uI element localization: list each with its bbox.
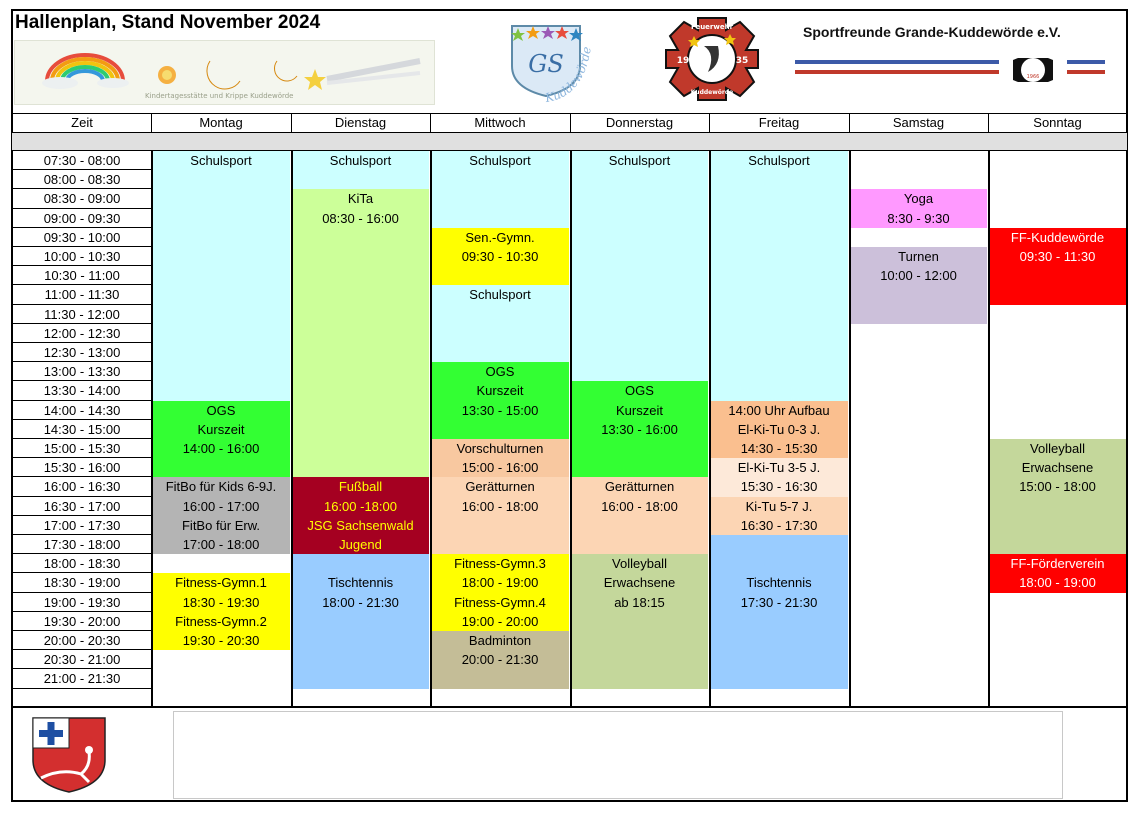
- club-badge-year: 1966: [1026, 74, 1040, 80]
- event-text: 17:30 - 21:30: [740, 594, 818, 610]
- event-text: 8:30 - 9:30: [887, 210, 950, 226]
- column-divider: [151, 150, 153, 707]
- header-divider: [988, 113, 989, 132]
- event-block-wed: [431, 228, 569, 286]
- event-text: 15:00 - 16:00: [461, 460, 539, 476]
- event-text: Volleyball: [612, 556, 667, 572]
- time-slot: 10:00 - 10:30: [13, 247, 151, 266]
- event-block-wed: [431, 439, 569, 477]
- header-divider: [709, 113, 710, 132]
- time-slot: 09:00 - 09:30: [13, 209, 151, 228]
- gs-logo-letters: GS: [528, 50, 564, 78]
- event-text: Fitness-Gymn.4: [454, 594, 546, 610]
- time-slot: 08:00 - 08:30: [13, 170, 151, 189]
- event-text: Tischtennis: [746, 575, 812, 591]
- time-slot: 11:30 - 12:00: [13, 305, 151, 324]
- time-slot: 17:30 - 18:00: [13, 535, 151, 554]
- event-text: El-Ki-Tu 3-5 J.: [737, 460, 821, 476]
- header-divider: [291, 113, 292, 132]
- event-text: Erwachsene: [1021, 460, 1094, 476]
- fire-brigade-logo: [664, 16, 760, 102]
- club-name: Sportfreunde Grande-Kuddewörde e.V.: [803, 24, 1061, 40]
- event-block-tue: [292, 189, 429, 477]
- column-divider: [988, 150, 990, 707]
- column-divider: [709, 150, 711, 707]
- spacer-row: [12, 132, 1127, 150]
- event-text: 16:00 - 18:00: [461, 498, 539, 514]
- header-divider: [849, 113, 850, 132]
- event-text: 09:30 - 11:30: [1019, 248, 1096, 264]
- notes-box: [173, 711, 1063, 799]
- event-text: 19:00 - 20:00: [461, 613, 539, 629]
- event-text: [710, 535, 848, 554]
- event-text: JSG Sachsenwald: [307, 517, 414, 533]
- event-block-mon: [152, 151, 290, 401]
- time-slot: 19:30 - 20:00: [13, 612, 151, 631]
- event-text: 09:30 - 10:30: [461, 248, 539, 264]
- event-text: 18:00 - 19:00: [461, 575, 539, 591]
- time-slot: 10:30 - 11:00: [13, 266, 151, 285]
- header-zeit: Zeit: [71, 115, 93, 130]
- event-block-fri: [710, 535, 848, 689]
- time-slot-empty: [13, 689, 151, 708]
- time-slot: 18:30 - 19:00: [13, 573, 151, 592]
- event-text: FF-Kuddewörde: [1010, 229, 1105, 245]
- event-text: Badminton: [468, 633, 532, 648]
- column-divider: [570, 150, 572, 707]
- event-text: Tischtennis: [327, 575, 394, 591]
- time-slot: 21:00 - 21:30: [13, 669, 151, 688]
- header-fri: Freitag: [758, 115, 800, 130]
- event-block-wed: [431, 362, 569, 439]
- kita-caption: Kindertagesstätte und Krippe Kuddewörde: [145, 92, 294, 100]
- event-text: 19:30 - 20:30: [182, 632, 260, 648]
- gs-school-logo: [504, 14, 602, 108]
- event-text: Schulsport: [469, 287, 531, 303]
- time-slot: 17:00 - 17:30: [13, 516, 151, 535]
- header-divider: [151, 113, 152, 132]
- event-text: Schulsport: [329, 153, 392, 168]
- time-slot: 11:00 - 11:30: [13, 285, 151, 304]
- event-text: KiTa: [347, 191, 374, 207]
- time-slot: 13:00 - 13:30: [13, 362, 151, 381]
- event-block-wed: [431, 477, 569, 554]
- event-text: 20:00 - 21:30: [461, 652, 539, 668]
- event-text: [710, 554, 848, 573]
- event-block-wed: [431, 285, 569, 362]
- event-text: Gerätturnen: [465, 479, 535, 495]
- event-block-sun: [989, 228, 1126, 305]
- club-stripes-badge: [795, 58, 1107, 82]
- page-title: Hallenplan, Stand November 2024: [15, 12, 321, 33]
- header-mon: Montag: [199, 115, 243, 130]
- column-divider: [430, 150, 432, 707]
- time-slot: 18:00 - 18:30: [13, 554, 151, 573]
- event-block-wed: [431, 554, 569, 631]
- event-text: OGS: [625, 383, 654, 399]
- event-text: 16:00 - 18:00: [601, 498, 678, 514]
- event-text: 16:00 - 17:00: [182, 498, 260, 514]
- time-slot: 14:00 - 14:30: [13, 401, 151, 420]
- header-sun: Sonntag: [1033, 115, 1082, 130]
- event-text: FitBo für Kids 6-9J.: [165, 479, 277, 495]
- event-text: Volleyball: [1030, 441, 1085, 456]
- time-slot: 09:30 - 10:00: [13, 228, 151, 247]
- time-slot: 08:30 - 09:00: [13, 189, 151, 208]
- event-block-thu: [571, 477, 708, 554]
- event-text: Fitness-Gymn.2: [175, 613, 267, 629]
- fire-logo-year-left: 19: [676, 56, 690, 66]
- event-block-thu: [571, 381, 708, 477]
- event-text: Kurszeit: [476, 383, 524, 399]
- event-text: 14:30 - 15:30: [740, 440, 818, 456]
- event-text: 14:00 - 16:00: [182, 440, 260, 456]
- event-text: 15:30 - 16:30: [740, 479, 818, 495]
- event-text: 16:30 - 17:30: [740, 517, 818, 533]
- event-block-wed: [431, 151, 569, 228]
- event-text: Jugend: [339, 536, 382, 552]
- event-text: 14:00 Uhr Aufbau: [728, 402, 830, 418]
- fire-logo-bottom-text: Kuddewörde: [690, 89, 734, 96]
- header-bottom-line: [12, 132, 1127, 133]
- event-text: 08:30 - 16:00: [322, 210, 399, 226]
- event-block-fri: [710, 151, 848, 401]
- fire-logo-top-text: Feuerwehr: [690, 23, 734, 31]
- event-text: Schulsport: [469, 153, 531, 168]
- event-text: OGS: [206, 402, 236, 418]
- event-text: [292, 554, 429, 573]
- header-thu: Donnerstag: [605, 115, 674, 130]
- event-text: Gerätturnen: [604, 479, 675, 495]
- event-block-sat: [850, 189, 987, 227]
- column-divider: [849, 150, 851, 707]
- time-slot: 16:00 - 16:30: [13, 477, 151, 496]
- header-wed: Mittwoch: [474, 115, 526, 130]
- time-slot: 12:30 - 13:00: [13, 343, 151, 362]
- event-text: FF-Förderverein: [1010, 556, 1105, 572]
- event-block-sat: [850, 247, 987, 324]
- fire-logo-year-right: 35: [735, 56, 749, 66]
- event-block-wed: [431, 631, 569, 689]
- time-slot: 13:30 - 14:00: [13, 381, 151, 400]
- event-block-sun: [989, 554, 1126, 592]
- event-text: Schulsport: [748, 153, 810, 168]
- event-block-thu: [571, 554, 708, 688]
- event-block-fri: [710, 401, 848, 459]
- event-text: 16:00 -18:00: [323, 498, 397, 514]
- time-slot: 19:00 - 19:30: [13, 593, 151, 612]
- event-text: Erwachsene: [603, 575, 676, 591]
- event-block-tue: [292, 151, 429, 189]
- event-text: Kurszeit: [197, 421, 245, 437]
- time-slot: 16:30 - 17:00: [13, 497, 151, 516]
- event-text: Turnen: [898, 249, 939, 264]
- event-text: 18:00 - 19:00: [1019, 575, 1096, 591]
- event-block-fri: [710, 497, 848, 535]
- time-slot: 12:00 - 12:30: [13, 324, 151, 343]
- time-slot: 20:00 - 20:30: [13, 631, 151, 650]
- event-text: 17:00 - 18:00: [182, 536, 260, 552]
- event-text: ab 18:15: [614, 594, 665, 610]
- event-text: FitBo für Erw.: [181, 517, 261, 533]
- event-text: Ki-Tu 5-7 J.: [745, 498, 813, 514]
- event-text: Kurszeit: [616, 402, 663, 418]
- time-slot: 14:30 - 15:00: [13, 420, 151, 439]
- time-slot: 20:30 - 21:00: [13, 650, 151, 669]
- event-block-mon: [152, 477, 290, 554]
- event-block-mon: [152, 401, 290, 478]
- event-text: Fitness-Gymn.1: [175, 575, 267, 591]
- event-text: Sen.-Gymn.: [465, 229, 535, 245]
- municipality-coat-of-arms: [31, 716, 107, 794]
- event-block-mon: [152, 573, 290, 650]
- event-text: Fußball: [338, 479, 383, 495]
- header-divider: [570, 113, 571, 132]
- header-sat: Samstag: [892, 115, 945, 130]
- header-tue: Dienstag: [334, 115, 387, 130]
- event-text: Yoga: [903, 191, 934, 207]
- event-text: 15:00 - 18:00: [1019, 479, 1096, 495]
- event-block-tue: [292, 554, 429, 688]
- event-text: Fitness-Gymn.3: [454, 556, 546, 572]
- event-text: 10:00 - 12:00: [880, 268, 957, 284]
- event-text: Schulsport: [190, 153, 252, 168]
- time-slot: 15:00 - 15:30: [13, 439, 151, 458]
- column-divider: [291, 150, 293, 707]
- event-text: 18:00 - 21:30: [322, 594, 399, 610]
- event-text: El-Ki-Tu 0-3 J.: [737, 421, 821, 437]
- gs-logo-arc-text: Kuddewörde: [543, 45, 594, 106]
- event-text: Vorschulturnen: [456, 441, 544, 456]
- event-text: 13:30 - 16:00: [601, 421, 678, 437]
- event-block-fri: [710, 458, 848, 496]
- event-block-tue: [292, 477, 429, 554]
- header-divider: [430, 113, 431, 132]
- event-text: OGS: [485, 364, 515, 380]
- event-text: 18:30 - 19:30: [182, 594, 260, 610]
- event-block-thu: [571, 151, 708, 381]
- event-text: Schulsport: [608, 153, 671, 168]
- event-text: 13:30 - 15:00: [461, 402, 539, 418]
- time-slot: 15:30 - 16:00: [13, 458, 151, 477]
- kita-banner: [14, 40, 435, 105]
- event-block-sun: [989, 439, 1126, 554]
- time-slot: 07:30 - 08:00: [13, 151, 151, 170]
